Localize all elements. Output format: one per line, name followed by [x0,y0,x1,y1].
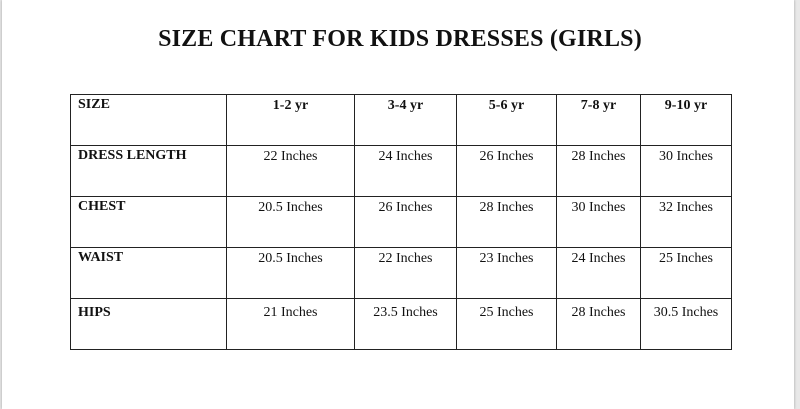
row-label: DRESS LENGTH [71,146,227,197]
table-cell: 32 Inches [641,197,732,248]
table-cell: 23.5 Inches [355,299,457,350]
table-row-hips [71,299,732,350]
table-cell: 26 Inches [355,197,457,248]
table-row-waist [71,248,732,299]
header-cell-7-8-yr: 7-8 yr [557,95,641,146]
page-title: SIZE CHART FOR KIDS DRESSES (GIRLS) [158,26,642,52]
table-cell: 28 Inches [557,299,641,350]
table-cell: 22 Inches [355,248,457,299]
row-label: CHEST [71,197,227,248]
table-cell: 24 Inches [557,248,641,299]
table-cell: 26 Inches [457,146,557,197]
table-cell: 25 Inches [641,248,732,299]
table-cell: 25 Inches [457,299,557,350]
header-cell-5-6-yr: 5-6 yr [457,95,557,146]
header-cell-1-2-yr: 1-2 yr [227,95,355,146]
size-chart-table [70,94,732,350]
table-header-row [71,95,732,146]
table-cell: 21 Inches [227,299,355,350]
table-cell: 30 Inches [641,146,732,197]
table-cell: 22 Inches [227,146,355,197]
header-cell-9-10-yr: 9-10 yr [641,95,732,146]
table-cell: 23 Inches [457,248,557,299]
table-cell: 20.5 Inches [227,248,355,299]
table-row-dress-length [71,146,732,197]
header-cell-3-4-yr: 3-4 yr [355,95,457,146]
table-cell: 30 Inches [557,197,641,248]
table-cell: 20.5 Inches [227,197,355,248]
table-row-chest [71,197,732,248]
table-cell: 28 Inches [557,146,641,197]
table-cell: 28 Inches [457,197,557,248]
table-cell: 30.5 Inches [641,299,732,350]
header-label-cell: SIZE [71,95,227,146]
row-label: WAIST [71,248,227,299]
row-label: HIPS [71,299,227,350]
table-cell: 24 Inches [355,146,457,197]
